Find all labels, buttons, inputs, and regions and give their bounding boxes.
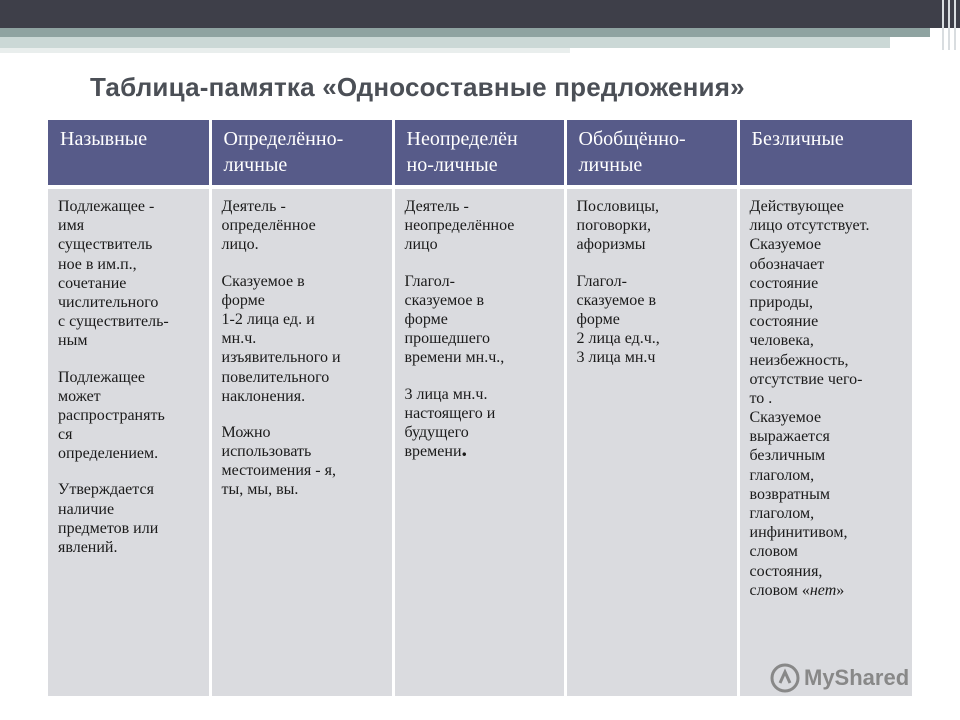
table-header-row — [48, 120, 912, 187]
cell-paragraph: Действующее лицо отсутствует. Сказуемое обозначает состояние природы, состояние человека, неизбежность, отсутствие чего- то . Сказуемое выражается безличным глаголом, возвратным глаголом, инфинитивом, словом состояния, словом «нет» — [749, 198, 870, 599]
myshared-watermark — [770, 660, 909, 696]
cell-paragraph: Подлежащее может распространять ся определением. — [58, 368, 165, 463]
cell-paragraph: Утверждается наличие предметов или явлений. — [58, 481, 159, 556]
cell-opredelenno-lichnye — [210, 187, 393, 696]
column-header-nazyvnye: Назывные — [48, 120, 210, 187]
watermark-text: MyShared — [804, 665, 910, 690]
decor-stripe-2 — [0, 37, 890, 48]
cell-nazyvnye — [48, 187, 210, 696]
column-header-opredelenno-lichnye: Определённо- личные — [210, 120, 393, 187]
decor-vertical-lines — [938, 0, 960, 50]
table-row — [48, 187, 912, 696]
memo-table — [48, 120, 912, 696]
cell-paragraph: Можно использовать местоимения - я, ты, мы, вы. — [221, 423, 336, 499]
cell-obobshchenno-lichnye — [565, 187, 738, 696]
cell-paragraph: 3 лица мн.ч. настоящего и будущего времени. — [404, 385, 496, 462]
cell-paragraph: Глагол- сказуемое в форме прошедшего времени мн.ч., — [404, 272, 505, 367]
cell-paragraph: Сказуемое в форме 1-2 лица ед. и мн.ч. изъявительного и повелительного наклонения. — [221, 272, 341, 405]
myshared-logo-icon — [770, 663, 800, 693]
cell-paragraph: Глагол- сказуемое в форме 2 лица ед.ч., 3 лица мн.ч — [576, 272, 660, 367]
cell-paragraph: Деятель - неопределённое лицо — [404, 198, 515, 254]
cell-paragraph: Деятель - определённое лицо. — [221, 198, 316, 254]
column-header-bezlichnye: Безличные — [738, 120, 912, 187]
top-bar — [0, 0, 960, 28]
decor-stripe-1 — [0, 28, 930, 37]
column-header-obobshchenno-lichnye: Обобщённо- личные — [565, 120, 738, 187]
page-title: Таблица-памятка «Односоставные предложения» — [90, 72, 745, 102]
column-header-neopredelenno-lichnye: Неопределён но-личные — [393, 120, 565, 187]
cell-bezlichnye — [738, 187, 912, 696]
cell-paragraph: Пословицы, поговорки, афоризмы — [576, 198, 659, 254]
cell-paragraph: Подлежащее - имя существитель ное в им.п., сочетание числительного с существитель- ным — [58, 198, 169, 350]
decor-stripe-3 — [0, 48, 570, 53]
cell-neopredelenno-lichnye — [393, 187, 565, 696]
